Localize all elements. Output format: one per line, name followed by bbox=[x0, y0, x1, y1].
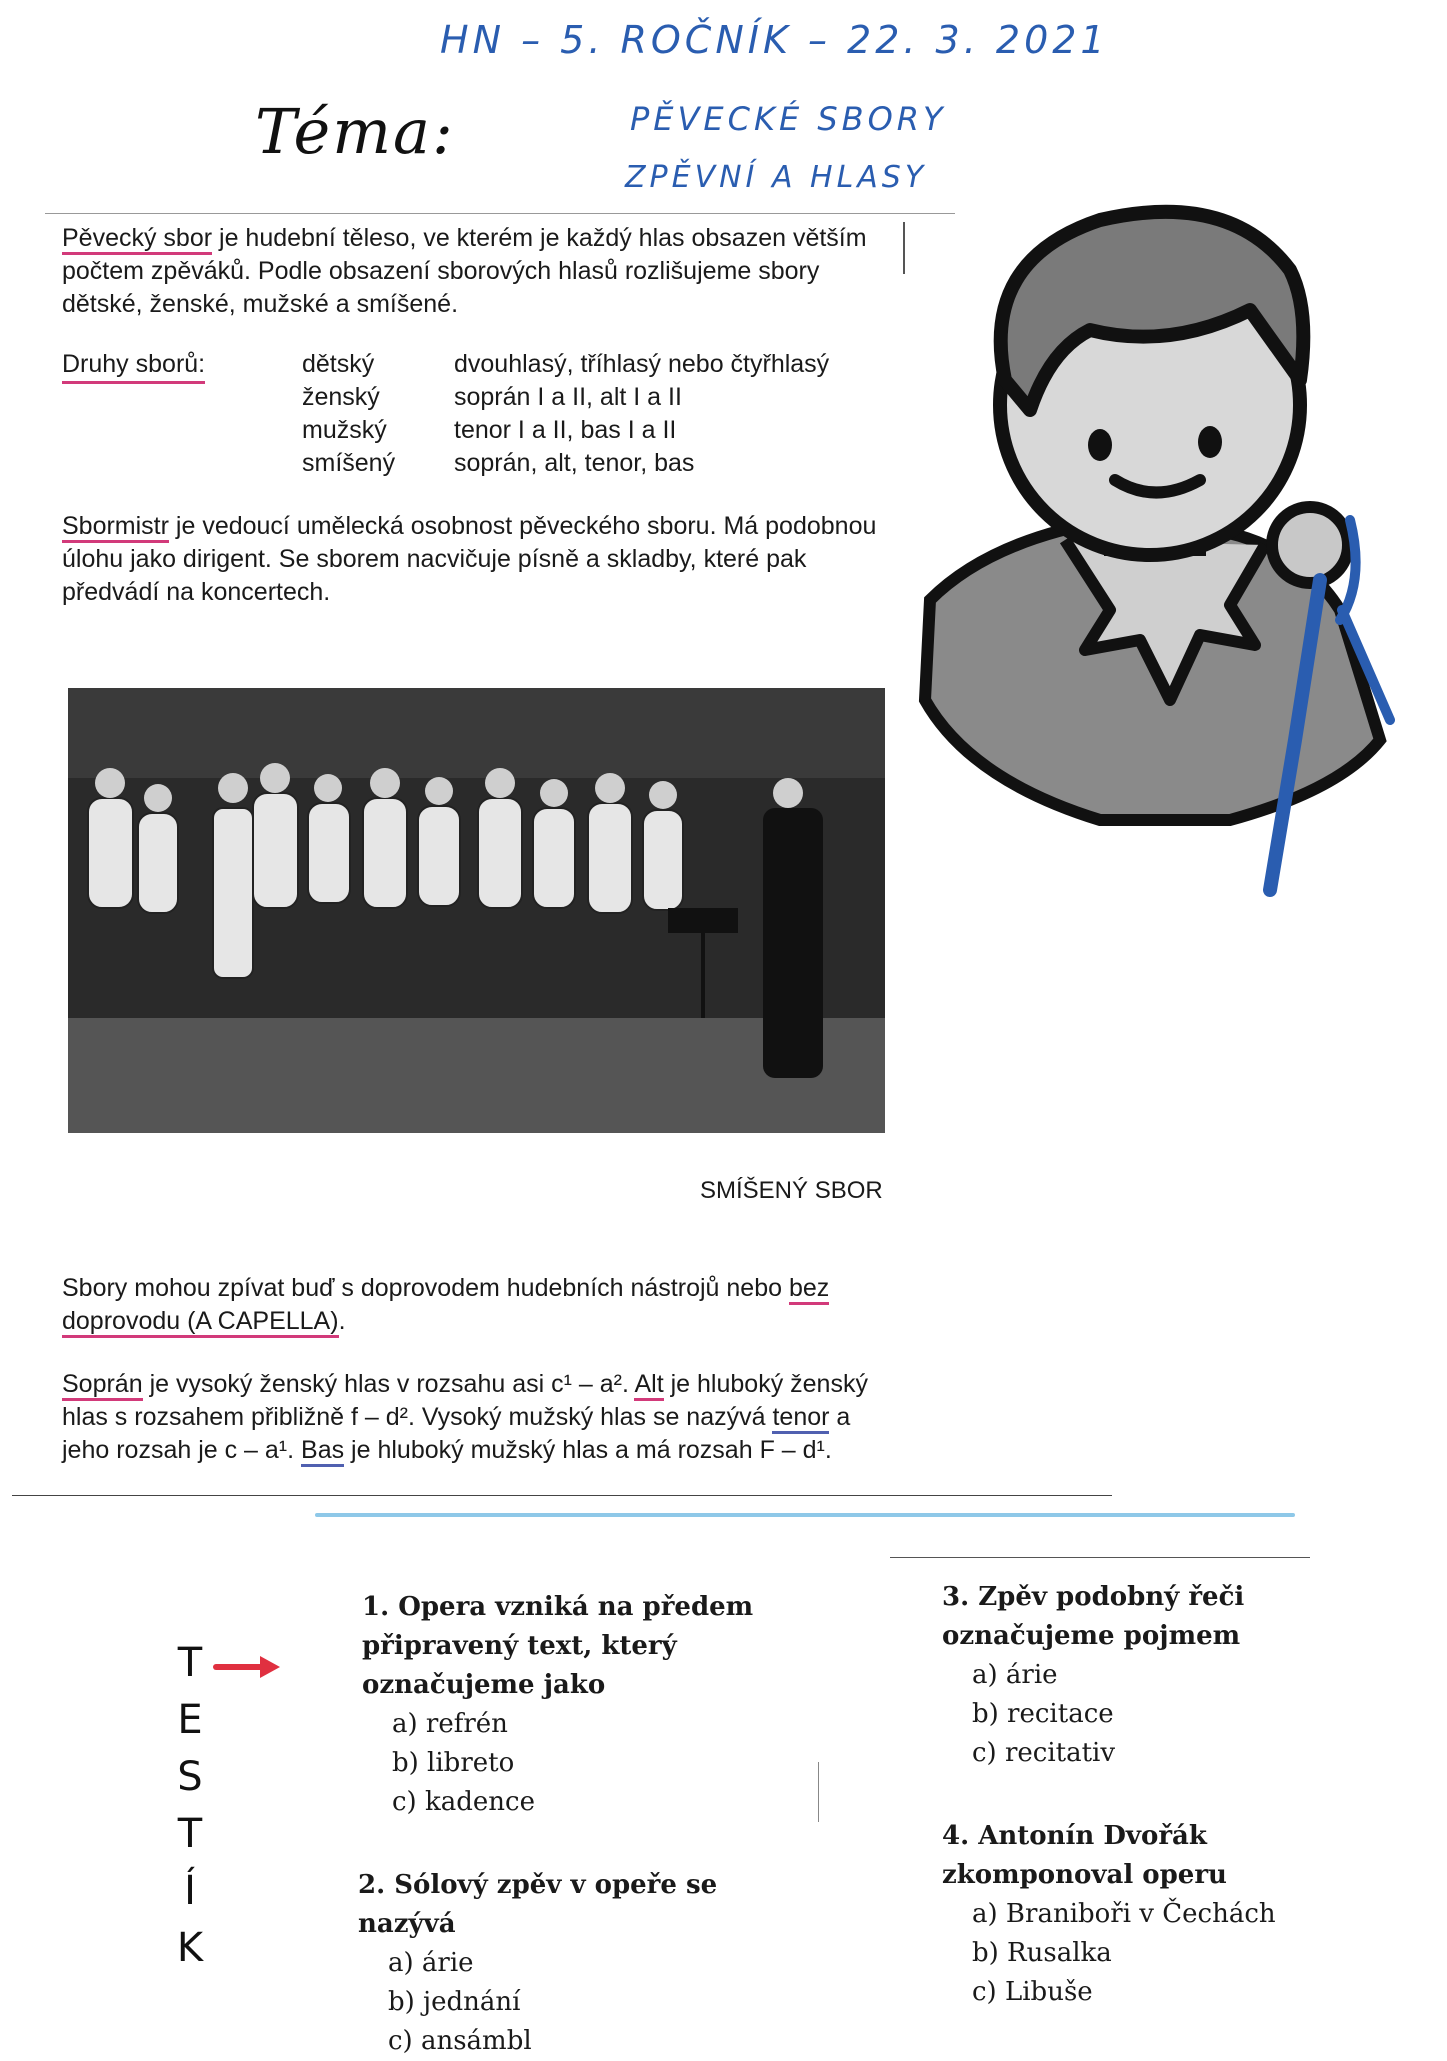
answer-option: b) libreto bbox=[392, 1748, 515, 1778]
capella-end: . bbox=[338, 1307, 346, 1335]
answer-option: b) Rusalka bbox=[972, 1938, 1112, 1968]
testik-letter: T bbox=[177, 1640, 203, 1686]
answer-option: c) Libuše bbox=[972, 1977, 1093, 2007]
choir-voices: tenor I a II, bas I a II bbox=[454, 416, 677, 444]
answer-option: a) refrén bbox=[392, 1709, 508, 1739]
photo-caption: SMÍŠENÝ SBOR bbox=[700, 1177, 883, 1204]
voices-text-2: je hluboký ženský hlas s rozsahem přibližně f – d². Vysoký mužský hlas se nazývá bbox=[62, 1370, 868, 1431]
blue-highlight-line bbox=[315, 1513, 1295, 1517]
voices-text-4: je hluboký mužský hlas a má rozsah F – d¹. bbox=[344, 1436, 832, 1464]
answer-option: a) árie bbox=[388, 1948, 474, 1978]
term-pevecky-sbor: Pěvecký sbor bbox=[62, 224, 212, 255]
voices-paragraph bbox=[62, 1368, 892, 1467]
choir-kind: mužský bbox=[302, 416, 387, 444]
term-bas: Bas bbox=[301, 1436, 344, 1467]
answer-option: a) árie bbox=[972, 1660, 1058, 1690]
answer-option: b) jednání bbox=[388, 1987, 521, 2017]
choir-types-label: Druhy sborů: bbox=[62, 348, 205, 384]
testik-letter: E bbox=[177, 1697, 203, 1743]
term-tenor: tenor bbox=[772, 1403, 829, 1434]
choir-voices: soprán I a II, alt I a II bbox=[454, 383, 682, 411]
quiz-top-rule bbox=[890, 1557, 1310, 1558]
sbormistr-text: je vedoucí umělecká osobnost pěveckého sboru. Má podobnou úlohu jako dirigent. Se sborem nacvičuje písně a skladby, které pak předvádí na koncertech. bbox=[62, 512, 877, 606]
voices-text-1: je vysoký ženský hlas v rozsahu asi c¹ – a². bbox=[142, 1370, 635, 1398]
capella-paragraph bbox=[62, 1272, 892, 1338]
topic-line-2: ZPĚVNÍ A HLASY bbox=[625, 160, 928, 195]
quiz-question-4 bbox=[942, 1817, 1382, 2012]
question-text: 1. Opera vzniká na předem připravený text, který označujeme jako bbox=[362, 1592, 754, 1700]
choir-kind: smíšený bbox=[302, 449, 396, 477]
singer-illustration bbox=[870, 180, 1430, 920]
term-a-capella: bez doprovodu (A CAPELLA) bbox=[62, 1274, 829, 1338]
intro-text: je hudební těleso, ve kterém je každý hlas obsazen větším počtem zpěváků. Podle obsazení sborových hlasů rozlišujeme sbory dětské, ženské, mužské a smíšené. bbox=[62, 224, 867, 318]
sbormistr-paragraph bbox=[62, 510, 892, 609]
answer-option: a) Braniboři v Čechách bbox=[972, 1899, 1276, 1929]
intro-paragraph bbox=[62, 222, 892, 321]
choir-types-table bbox=[62, 348, 902, 483]
question-text: 3. Zpěv podobný řeči označujeme pojmem bbox=[942, 1582, 1245, 1651]
testik-letter: K bbox=[176, 1925, 204, 1971]
voices-text-3: a jeho rozsah je c – a¹. bbox=[62, 1403, 851, 1464]
topic-line-1: PĚVECKÉ SBORY bbox=[630, 100, 947, 138]
answer-option: c) kadence bbox=[392, 1787, 535, 1817]
question-text: 4. Antonín Dvořák zkomponoval operu bbox=[942, 1821, 1227, 1890]
term-alt: Alt bbox=[634, 1370, 663, 1401]
question-text: 2. Sólový zpěv v opeře se nazývá bbox=[358, 1870, 718, 1939]
testik-letter: Í bbox=[184, 1868, 196, 1914]
header-divider bbox=[45, 213, 955, 214]
quiz-question-2 bbox=[358, 1866, 798, 2061]
answer-option: c) ansámbl bbox=[388, 2026, 532, 2056]
quiz-question-3 bbox=[942, 1578, 1362, 1773]
testik-letter: T bbox=[177, 1811, 203, 1857]
section-divider bbox=[12, 1495, 1112, 1496]
testik-vertical-label bbox=[160, 1635, 220, 1977]
choir-photo bbox=[68, 688, 885, 1133]
answer-option: c) recitativ bbox=[972, 1738, 1116, 1768]
column-mark bbox=[818, 1762, 819, 1822]
red-arrow-icon bbox=[212, 1652, 282, 1682]
answer-option: b) recitace bbox=[972, 1699, 1114, 1729]
choir-voices: soprán, alt, tenor, bas bbox=[454, 449, 695, 477]
choir-kind: ženský bbox=[302, 383, 380, 411]
choir-voices: dvouhlasý, tříhlasý nebo čtyřhlasý bbox=[454, 350, 830, 378]
testik-letter: S bbox=[177, 1754, 203, 1800]
term-sbormistr: Sbormistr bbox=[62, 512, 169, 543]
choir-kind: dětský bbox=[302, 350, 375, 378]
tema-label: Téma: bbox=[255, 95, 455, 168]
handwritten-date-line: HN – 5. ROČNÍK – 22. 3. 2021 bbox=[440, 18, 1109, 62]
quiz-question-1 bbox=[362, 1588, 782, 1822]
capella-text: Sbory mohou zpívat buď s doprovodem hudebních nástrojů nebo bbox=[62, 1274, 789, 1302]
term-sopran: Soprán bbox=[62, 1370, 143, 1401]
